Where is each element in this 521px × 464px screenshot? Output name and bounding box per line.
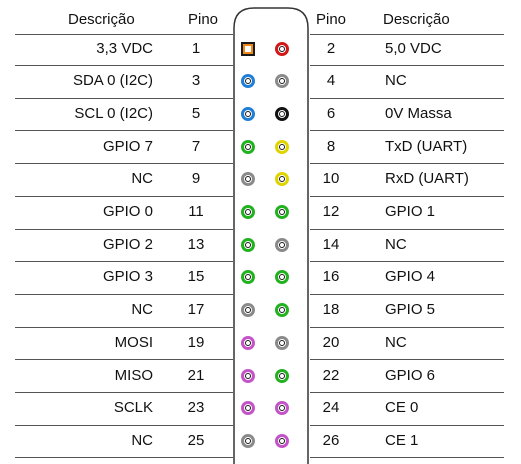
right-pin-description: NC bbox=[385, 72, 407, 90]
row-divider-right bbox=[310, 327, 504, 328]
row-divider-left bbox=[15, 425, 233, 426]
left-description-header: Descrição bbox=[68, 11, 135, 28]
pin-3v3-square-icon bbox=[241, 42, 255, 56]
right-pin-description: CE 0 bbox=[385, 399, 419, 417]
right-pin-description: GPIO 4 bbox=[385, 268, 436, 286]
right-pin-number: 20 bbox=[322, 333, 340, 351]
right-pin-number: 2 bbox=[326, 39, 336, 57]
left-pin-description: SCLK bbox=[113, 399, 153, 417]
pin-ground-circle-icon bbox=[275, 107, 289, 121]
left-pin-description: GPIO 3 bbox=[102, 268, 153, 286]
row-divider-right bbox=[310, 196, 504, 197]
row-divider-right bbox=[310, 34, 504, 35]
pin-gpio-circle-icon bbox=[241, 205, 255, 219]
left-pin-number: 11 bbox=[188, 203, 204, 220]
left-pin-number: 15 bbox=[187, 268, 205, 286]
right-pin-number: 26 bbox=[322, 431, 340, 449]
row-divider-left bbox=[15, 229, 233, 230]
row-divider-left bbox=[15, 261, 233, 262]
pin-nc-circle-icon bbox=[275, 336, 289, 350]
row-divider-left bbox=[15, 327, 233, 328]
row-divider-left bbox=[15, 98, 233, 99]
left-pin-description: NC bbox=[131, 170, 153, 188]
pin-spi-circle-icon bbox=[241, 336, 255, 350]
right-pin-header: Pino bbox=[316, 11, 347, 28]
right-pin-description: NC bbox=[385, 235, 407, 253]
left-pin-number: 17 bbox=[187, 301, 205, 319]
pin-power-5v-circle-icon bbox=[275, 42, 289, 56]
right-pin-number: 22 bbox=[322, 366, 340, 384]
right-pin-number: 10 bbox=[322, 170, 340, 188]
row-divider-right bbox=[310, 392, 504, 393]
row-divider-right bbox=[310, 359, 504, 360]
row-divider-left bbox=[15, 196, 233, 197]
row-divider-right bbox=[310, 163, 504, 164]
right-pin-description: RxD (UART) bbox=[385, 170, 469, 188]
right-pin-number: 18 bbox=[322, 301, 340, 319]
left-pin-number: 13 bbox=[187, 235, 205, 253]
row-divider-left bbox=[15, 359, 233, 360]
pin-gpio-circle-icon bbox=[241, 238, 255, 252]
right-pin-description: CE 1 bbox=[385, 431, 419, 449]
left-pin-description: NC bbox=[131, 301, 153, 319]
pin-spi-circle-icon bbox=[241, 369, 255, 383]
left-pin-number: 7 bbox=[191, 137, 201, 155]
right-pin-description: GPIO 6 bbox=[385, 366, 436, 384]
right-pin-description: NC bbox=[385, 333, 407, 351]
right-pin-number: 24 bbox=[322, 399, 340, 417]
left-pin-number: 19 bbox=[187, 333, 205, 351]
left-pin-description: GPIO 2 bbox=[102, 235, 153, 253]
right-pin-number: 8 bbox=[326, 137, 336, 155]
pin-gpio-circle-icon bbox=[275, 369, 289, 383]
row-divider-right bbox=[310, 65, 504, 66]
left-pin-description: SCL 0 (I2C) bbox=[74, 104, 153, 122]
row-divider-left bbox=[15, 34, 233, 35]
pin-gpio-circle-icon bbox=[241, 140, 255, 154]
right-pin-number: 12 bbox=[322, 203, 340, 220]
right-pin-description: TxD (UART) bbox=[385, 137, 468, 155]
left-pin-description: GPIO 7 bbox=[102, 137, 153, 155]
right-pin-number: 4 bbox=[326, 72, 336, 90]
left-pin-number: 23 bbox=[187, 399, 205, 417]
row-divider-left bbox=[15, 163, 233, 164]
right-description-header: Descrição bbox=[383, 11, 450, 28]
right-pin-description: 5,0 VDC bbox=[385, 39, 442, 57]
row-divider-left bbox=[15, 457, 233, 458]
row-divider-right bbox=[310, 294, 504, 295]
row-divider-left bbox=[15, 392, 233, 393]
left-pin-number: 1 bbox=[191, 39, 201, 57]
left-pin-number: 21 bbox=[187, 366, 205, 384]
pin-gpio-circle-icon bbox=[275, 303, 289, 317]
right-pin-number: 6 bbox=[326, 104, 336, 122]
pin-square-center bbox=[245, 46, 251, 52]
left-pin-number: 3 bbox=[191, 72, 201, 90]
pin-uart-circle-icon bbox=[275, 140, 289, 154]
left-pin-header: Pino bbox=[188, 11, 219, 28]
pin-header-outline bbox=[232, 4, 310, 464]
right-pin-description: GPIO 1 bbox=[385, 203, 436, 220]
row-divider-left bbox=[15, 130, 233, 131]
pin-gpio-circle-icon bbox=[275, 205, 289, 219]
pin-spi-circle-icon bbox=[275, 434, 289, 448]
right-pin-number: 14 bbox=[322, 235, 340, 253]
pin-nc-circle-icon bbox=[241, 434, 255, 448]
row-divider-right bbox=[310, 425, 504, 426]
left-pin-number: 9 bbox=[191, 170, 201, 188]
row-divider-right bbox=[310, 229, 504, 230]
left-pin-description: NC bbox=[131, 431, 153, 449]
row-divider-right bbox=[310, 261, 504, 262]
right-pin-description: 0V Massa bbox=[385, 104, 452, 122]
left-pin-description: SDA 0 (I2C) bbox=[72, 72, 153, 90]
row-divider-left bbox=[15, 65, 233, 66]
left-pin-description: 3,3 VDC bbox=[96, 39, 153, 57]
right-pin-number: 16 bbox=[322, 268, 340, 286]
row-divider-right bbox=[310, 130, 504, 131]
pin-i2c-circle-icon bbox=[241, 107, 255, 121]
right-pin-description: GPIO 5 bbox=[385, 301, 436, 319]
left-pin-number: 25 bbox=[187, 431, 205, 449]
left-pin-description: MISO bbox=[114, 366, 153, 384]
row-divider-right bbox=[310, 457, 504, 458]
row-divider-right bbox=[310, 98, 504, 99]
left-pin-description: MOSI bbox=[114, 333, 153, 351]
pin-nc-circle-icon bbox=[275, 238, 289, 252]
pin-nc-circle-icon bbox=[241, 303, 255, 317]
row-divider-left bbox=[15, 294, 233, 295]
left-pin-description: GPIO 0 bbox=[102, 203, 153, 220]
left-pin-number: 5 bbox=[191, 104, 201, 122]
